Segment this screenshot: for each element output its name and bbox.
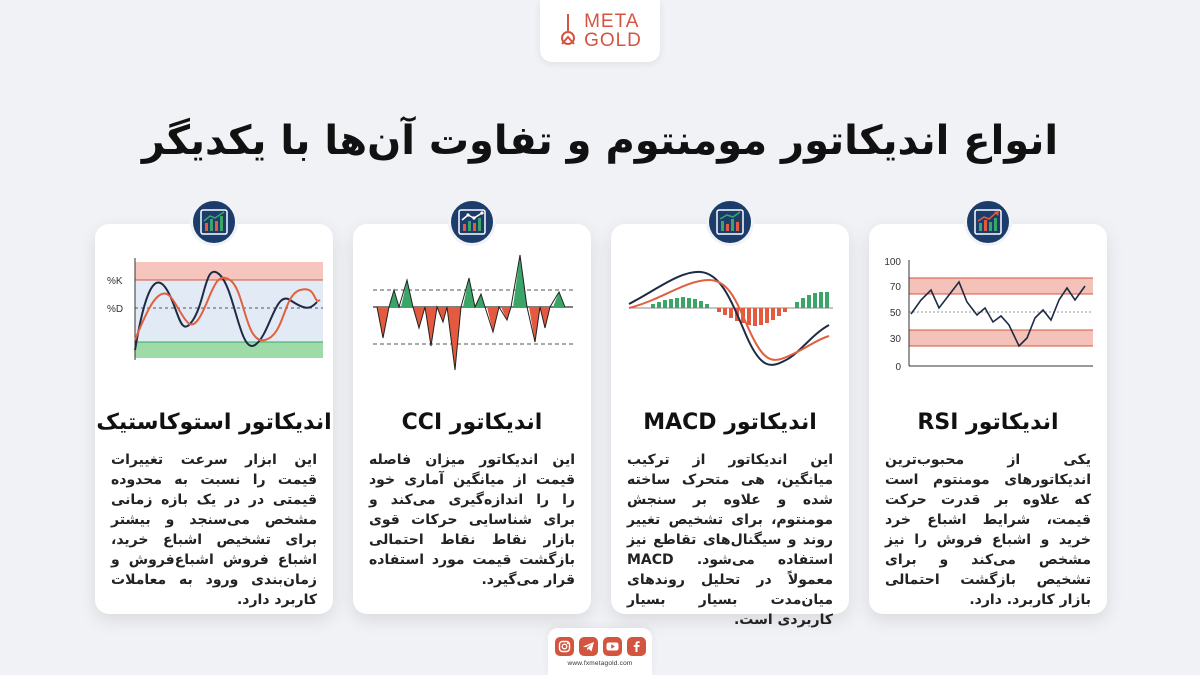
facebook-icon[interactable] — [627, 637, 646, 656]
card-macd — [611, 224, 849, 628]
rsi-tick-70: 70 — [889, 282, 901, 293]
card-title: اندیکاتور RSI — [917, 410, 1059, 435]
card-description: این اندیکاتور از ترکیب میانگین، هی متحرک ساخته شده و علاوه بر سنجش مومنتوم، برای تشخیص تغییر روند و سیگنال‌های تقاطع نیز استفاده می‌شود. MACD معمولاً در تحلیل روندهای میان‌مدت بسیار بسیار کاربردی است. — [627, 452, 833, 628]
card-title: اندیکاتور MACD — [643, 410, 817, 435]
card-description: این اندیکاتور میزان فاصله قیمت از میانگین آماری خود را را اندازه‌گیری می‌کند و برای شناسایی حرکات قوی بازار نقاط نقاط احتمالی بازگشت قیمت مورد استفاده قرار می‌گیرد. — [369, 452, 575, 588]
histogram-icon — [706, 198, 754, 246]
brand-name — [584, 12, 642, 50]
instagram-icon[interactable] — [555, 637, 574, 656]
youtube-icon[interactable] — [603, 637, 622, 656]
footer — [548, 628, 652, 675]
card-rsi — [869, 224, 1107, 614]
page-title: انواع اندیکاتور مومنتوم و تفاوت آن‌ها با یکدیگر — [141, 118, 1059, 164]
brand-line-1: META — [584, 11, 640, 32]
line-chart-icon — [448, 198, 496, 246]
macd-chart — [621, 250, 839, 384]
website-link[interactable]: www.fxmetagold.com — [567, 659, 633, 667]
rsi-tick-30: 30 — [889, 334, 901, 345]
telegram-icon[interactable] — [579, 637, 598, 656]
card-stochastic — [95, 224, 333, 614]
rsi-tick-100: 100 — [884, 257, 901, 268]
cci-chart — [363, 250, 581, 384]
card-cci — [353, 224, 591, 614]
stochastic-chart — [105, 250, 323, 384]
brand-logo[interactable] — [540, 0, 660, 62]
rsi-tick-50: 50 — [889, 308, 901, 319]
trend-up-icon — [964, 198, 1012, 246]
card-title: اندیکاتور استوکاستیک — [96, 410, 332, 435]
stochastic-k-label: %K — [107, 276, 123, 287]
brand-mark-icon — [558, 11, 578, 51]
card-description: این ابزار سرعت تغییرات قیمت را نسبت به محدوده قیمتی در در یک بازه زمانی مشخص می‌سنجد و بیشتر برای تشخیص اشباع خرید، اشباع فروش اشباع‌فروش و زمان‌بندی ورود به معاملات کاربرد دارد. — [111, 452, 317, 608]
social-links — [555, 637, 646, 656]
card-description: یکی از محبوب‌ترین اندیکاتورهای مومنتوم است که علاوه بر قدرت حرکت قیمت، شرایط اشباع خرد خرید و اشباع فروش را نیز مشخص می‌کند و برای تشخیص بازگشت احتمالی بازار کاربرد. دارد. — [885, 452, 1091, 608]
brand-line-2: GOLD — [584, 30, 642, 51]
rsi-chart — [879, 250, 1097, 384]
stochastic-d-label: %D — [107, 304, 124, 315]
bar-chart-icon — [190, 198, 238, 246]
card-title: اندیکاتور CCI — [401, 410, 543, 435]
rsi-tick-0: 0 — [895, 362, 901, 373]
